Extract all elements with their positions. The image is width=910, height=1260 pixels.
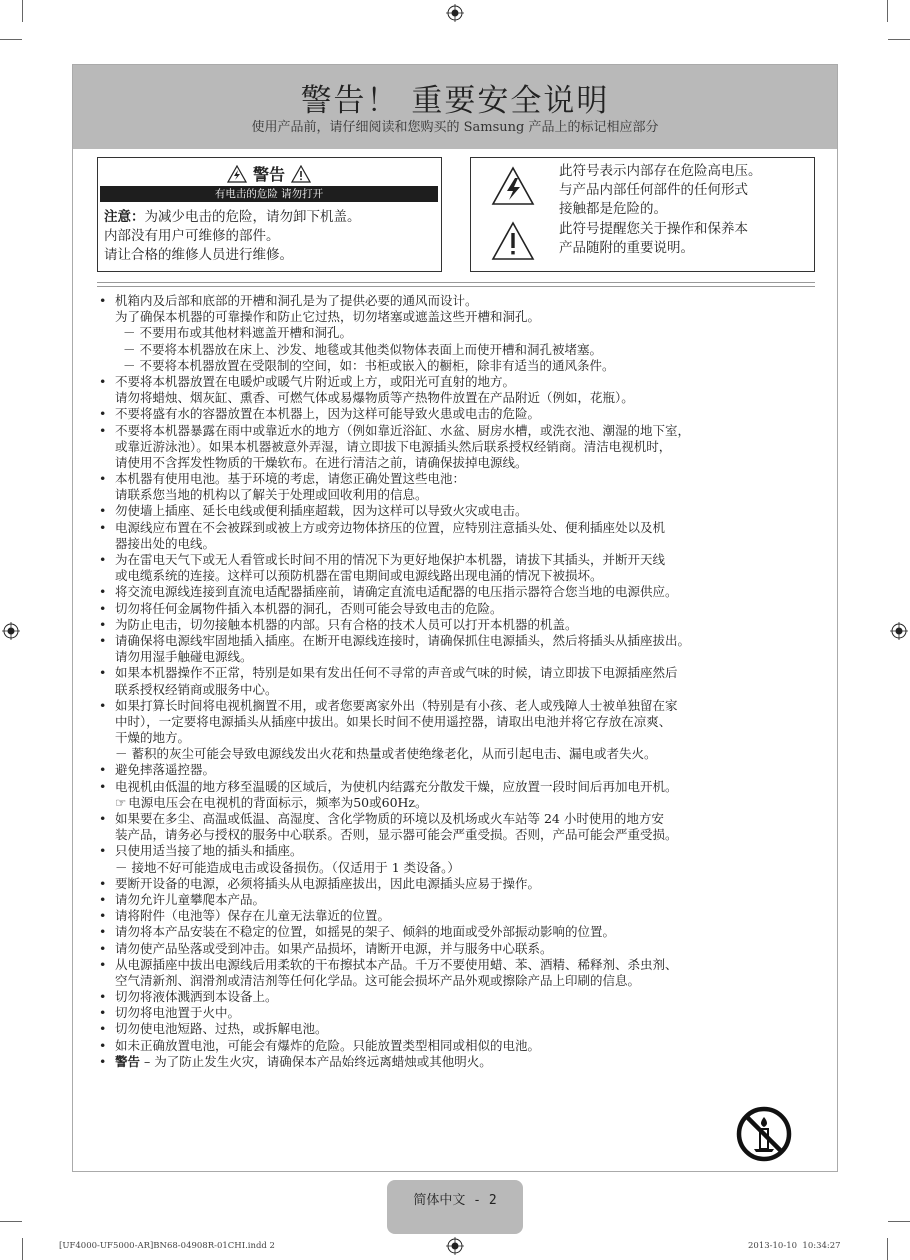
bullet-continuation xyxy=(95,487,837,503)
bullet-item-fire-warning xyxy=(95,1054,837,1070)
bullet-item xyxy=(95,924,837,940)
instruction-text: 本机器有使用电池。基于环境的考虑，请您正确处置这些电池： xyxy=(115,471,466,487)
important-instructions-explanation xyxy=(559,220,748,258)
bullet-continuation xyxy=(95,682,837,698)
instruction-text: 或靠近游泳池）。如果本机器被意外弄湿，请立即拔下电源插头然后联系授权经销商。清洁电视机时， xyxy=(115,438,672,454)
instruction-text: 如未正确放置电池，可能会有爆炸的危险。只能放置类型相同或相似的电池。 xyxy=(115,1037,541,1053)
instruction-text: 联系授权经销商或服务中心。 xyxy=(115,681,278,697)
bullet-item xyxy=(95,843,837,859)
instruction-text: － 蓄积的灰尘可能会导致电源线发出火花和热量或者使绝缘老化，从而引起电击、漏电或者失火。 xyxy=(115,746,657,762)
instruction-text: － 接地不好可能造成电击或设备损伤。（仅适用于 1 类设备。） xyxy=(115,859,460,875)
bullet-continuation xyxy=(95,568,837,584)
page-subtitle: 使用产品前，请仔细阅读和您购买的 Samsung 产品上的标记相应部分 xyxy=(251,120,659,135)
instruction-text: 中时），一定要将电源插头从插座中拔出。如果长时间不使用遥控器，请取出电池并将它存放在凉爽、 xyxy=(115,713,672,729)
bullet-continuation xyxy=(95,309,837,325)
instruction-text: 请使用不含挥发性物质的干燥软布。在进行清洁之前，请确保拔掉电源线。 xyxy=(115,454,528,470)
bullet-continuation xyxy=(95,746,837,762)
caution-label-text xyxy=(104,208,361,265)
shock-hazard-bar: 有电击的危险 请勿打开 xyxy=(100,186,438,202)
instruction-text: 电源电压会在电视机的背面标示，频率为50或60Hz。 xyxy=(128,794,428,810)
page-number: 简体中文 - 2 xyxy=(413,1193,497,1208)
crop-mark xyxy=(887,0,888,22)
bullet-item xyxy=(95,503,837,519)
note-label: 注意： xyxy=(104,209,145,225)
high-voltage-line: 此符号表示内部存在危险高电压。 xyxy=(559,163,762,179)
instruction-text: 装产品，请务必与授权的服务中心联系。否则，显示器可能会严重受损。否则，产品可能会严重受损。 xyxy=(115,827,678,843)
crop-mark xyxy=(0,1221,22,1222)
instruction-text: 如果打算长时间将电视机搁置不用，或者您要离家外出（特别是有小孩、老人或残障人士被单独留在家 xyxy=(115,697,678,713)
instruction-text: 要断开设备的电源，必须将插头从电源插座拔出，因此电源插头应易于操作。 xyxy=(115,875,541,891)
bullet-continuation xyxy=(95,325,837,341)
instruction-text: － 不要将本机器放置在受限制的空间，如：书柜或嵌入的橱柜，除非有适当的通风条件。 xyxy=(123,357,615,373)
instruction-text: 请勿允许儿童攀爬本产品。 xyxy=(115,891,266,907)
bullet-item xyxy=(95,374,837,390)
registration-mark-icon xyxy=(2,622,20,640)
bullet-item xyxy=(95,584,837,600)
caution-label-title-text: 警告 xyxy=(252,165,285,184)
bullet-continuation xyxy=(95,536,837,552)
no-candle-flame-icon xyxy=(735,1105,793,1163)
instruction-text: 只使用适当接了地的插头和插座。 xyxy=(115,843,303,859)
high-voltage-line: 接触都是危险的。 xyxy=(559,201,667,217)
page-title: 警告！ 重要安全说明 xyxy=(300,83,610,119)
instruction-text: 勿使墙上插座、延长电线或便利插座超载，因为这样可以导致火灾或电击。 xyxy=(115,503,528,519)
bullet-item xyxy=(95,601,837,617)
instruction-text: 请勿使产品坠落或受到冲击。如果产品损坏，请断开电源，并与服务中心联系。 xyxy=(115,940,553,956)
instruction-text: 请勿将蜡烛、烟灰缸、熏香、可燃气体或易爆物质等产热物件放置在产品附近（例如，花瓶）。 xyxy=(115,390,634,406)
page-header xyxy=(73,65,837,149)
bullet-item xyxy=(95,520,837,536)
instruction-text: 不要将本机器放置在电暖炉或暖气片附近或上方，或阳光可直射的地方。 xyxy=(115,373,516,389)
bullet-item xyxy=(95,1038,837,1054)
instruction-text: 请联系您当地的机构以了解关于处理或回收利用的信息。 xyxy=(115,487,428,503)
instruction-text: － 不要将本机器放在床上、沙发、地毯或其他类似物体表面上而使开槽和洞孔被堵塞。 xyxy=(123,341,602,357)
instruction-text: 请将附件（电池等）保存在儿童无法靠近的位置。 xyxy=(115,908,391,924)
bullet-continuation xyxy=(95,827,837,843)
instruction-text: 从电源插座中拔出电源线后用柔软的干布擦拭本产品。千万不要使用蜡、苯、酒精、稀释剂、杀虫剂、 xyxy=(115,956,678,972)
bullet-item xyxy=(95,1021,837,1037)
bullet-item xyxy=(95,552,837,568)
crop-mark xyxy=(888,1221,910,1222)
file-slug: [UF4000-UF5000-AR]BN68-04908R-01CHI.indd 2 xyxy=(59,1241,275,1251)
instruction-text: 器接出处的电线。 xyxy=(115,535,216,551)
instruction-text: 空气清新剂、润滑剂或清洁剂等任何化学品。这可能会损坏产品外观或擦除产品上印刷的信息。 xyxy=(115,972,641,988)
bullet-item xyxy=(95,762,837,778)
bullet-continuation xyxy=(95,439,837,455)
page-number-tab xyxy=(387,1180,523,1234)
high-voltage-symbol-icon xyxy=(491,166,535,206)
crop-mark xyxy=(0,39,22,40)
print-timestamp: 2013-10-10 ￼ 10:34:27 xyxy=(748,1241,841,1251)
bullet-item xyxy=(95,423,837,439)
instruction-text: 请勿用湿手触碰电源线。 xyxy=(115,649,253,665)
bullet-continuation xyxy=(95,390,837,406)
bullet-item xyxy=(95,779,837,795)
instruction-text: 机箱内及后部和底部的开槽和洞孔是为了提供必要的通风而设计。 xyxy=(115,293,478,308)
bullet-continuation xyxy=(95,455,837,471)
safety-instruction-list xyxy=(95,293,837,1070)
instruction-text: 电源线应布置在不会被踩到或被上方或旁边物体挤压的位置，应特别注意插头处、便利插座处以及机 xyxy=(115,519,666,535)
bullet-item xyxy=(95,665,837,681)
bullet-continuation xyxy=(95,649,837,665)
bullet-item xyxy=(95,471,837,487)
instruction-text: 将交流电源线连接到直流电适配器插座前，请确定直流电适配器的电压指示器符合您当地的电源供应。 xyxy=(115,584,678,600)
bullet-continuation xyxy=(95,795,837,811)
instruction-text: 请确保将电源线牢固地插入插座。在断开电源线连接时，请确保抓住电源插头，然后将插头从插座拔出。 xyxy=(115,632,691,648)
high-voltage-warning-icon xyxy=(227,165,247,183)
crop-mark xyxy=(22,1238,23,1260)
instruction-text: 请勿将本产品安装在不稳定的位置，如摇晃的架子、倾斜的地面或受外部振动影响的位置。 xyxy=(115,924,616,940)
bullet-item xyxy=(95,876,837,892)
bullet-item xyxy=(95,989,837,1005)
instruction-text: 电视机由低温的地方移至温暖的区域后，为使机内结露充分散发干燥，应放置一段时间后再加电开机。 xyxy=(115,778,678,794)
exclamation-warning-icon xyxy=(291,165,311,183)
instruction-text: 切勿将电池置于火中。 xyxy=(115,1005,241,1021)
caution-line: 请让合格的维修人员进行维修。 xyxy=(104,247,293,263)
important-instructions-line: 此符号提醒您关于操作和保养本 xyxy=(559,221,748,237)
bullet-item xyxy=(95,698,837,714)
crop-mark xyxy=(22,0,23,22)
registration-mark-icon xyxy=(890,622,908,640)
bullet-item xyxy=(95,1005,837,1021)
divider xyxy=(97,286,815,287)
pointing-hand-icon: ☞ xyxy=(115,794,127,810)
instruction-text: 避免摔落遥控器。 xyxy=(115,762,216,778)
instruction-text: 为防止电击，切勿接触本机器的内部。只有合格的技术人员可以打开本机器的机盖。 xyxy=(115,616,578,632)
high-voltage-explanation xyxy=(559,162,762,219)
bullet-item xyxy=(95,617,837,633)
caution-label-title xyxy=(98,162,440,185)
caution-label-box xyxy=(97,157,442,272)
bullet-continuation xyxy=(95,358,837,374)
bullet-item xyxy=(95,811,837,827)
instruction-text: 切勿将任何金属物件插入本机器的洞孔，否则可能会导致电击的危险。 xyxy=(115,600,503,616)
fire-warning-label: 警告 xyxy=(115,1053,141,1069)
registration-mark-icon xyxy=(446,1237,464,1255)
bullet-item xyxy=(95,957,837,973)
bullet-item xyxy=(95,406,837,422)
bullet-continuation xyxy=(95,342,837,358)
instruction-text: － 不要用布或其他材料遮盖开槽和洞孔。 xyxy=(123,325,352,341)
bullet-item xyxy=(95,941,837,957)
safety-instructions-panel xyxy=(72,64,838,1172)
important-instructions-line: 产品随附的重要说明。 xyxy=(559,240,694,256)
instruction-text: 切勿使电池短路、过热，或拆解电池。 xyxy=(115,1021,328,1037)
instruction-text: 为了确保本机器的可靠操作和防止它过热，切勿堵塞或遮盖这些开槽和洞孔。 xyxy=(115,309,541,325)
instruction-text: 如果要在多尘、高温或低温、高湿度、含化学物质的环境以及机场或火车站等 24 小时使用的地方安 xyxy=(115,811,664,826)
bullet-continuation xyxy=(95,730,837,746)
crop-mark xyxy=(888,39,910,40)
bullet-continuation xyxy=(95,714,837,730)
bullet-item xyxy=(95,892,837,908)
instruction-text: 如果本机器操作不正常，特别是如果有发出任何不寻常的声音或气味的时候，请立即拔下电源插座然后 xyxy=(115,665,678,681)
fire-warning-text: – 为了防止发生火灾，请确保本产品始终远离蜡烛或其他明火。 xyxy=(140,1053,492,1069)
bullet-item xyxy=(95,633,837,649)
crop-mark xyxy=(887,1238,888,1260)
bullet-item xyxy=(95,908,837,924)
instruction-text: 为在雷电天气下或无人看管或长时间不用的情况下为更好地保护本机器，请拔下其插头，并断开天线 xyxy=(115,552,666,567)
exclamation-symbol-icon xyxy=(491,221,535,261)
note-text: 为减少电击的危险，请勿卸下机盖。 xyxy=(144,209,361,225)
caution-line: 内部没有用户可维修的部件。 xyxy=(104,228,280,244)
instruction-text: 不要将盛有水的容器放置在本机器上，因为这样可能导致火患或电击的危险。 xyxy=(115,406,541,422)
high-voltage-line: 与产品内部任何部件的任何形式 xyxy=(559,182,748,198)
symbols-explanation-box xyxy=(470,157,815,272)
registration-mark-icon xyxy=(446,4,464,22)
instruction-text: 或电缆系统的连接。这样可以预防机器在雷电期间或电源线路出现电涌的情况下被损坏。 xyxy=(115,568,603,584)
bullet-item xyxy=(95,293,837,309)
bullet-continuation xyxy=(95,973,837,989)
instruction-text: 干燥的地方。 xyxy=(115,730,191,746)
instruction-text: 不要将本机器暴露在雨中或靠近水的地方（例如靠近浴缸、水盆、厨房水槽，或洗衣池、潮湿的地下室， xyxy=(115,422,691,438)
instruction-text: 切勿将液体溅洒到本设备上。 xyxy=(115,989,278,1005)
bullet-continuation xyxy=(95,860,837,876)
divider xyxy=(97,282,815,283)
